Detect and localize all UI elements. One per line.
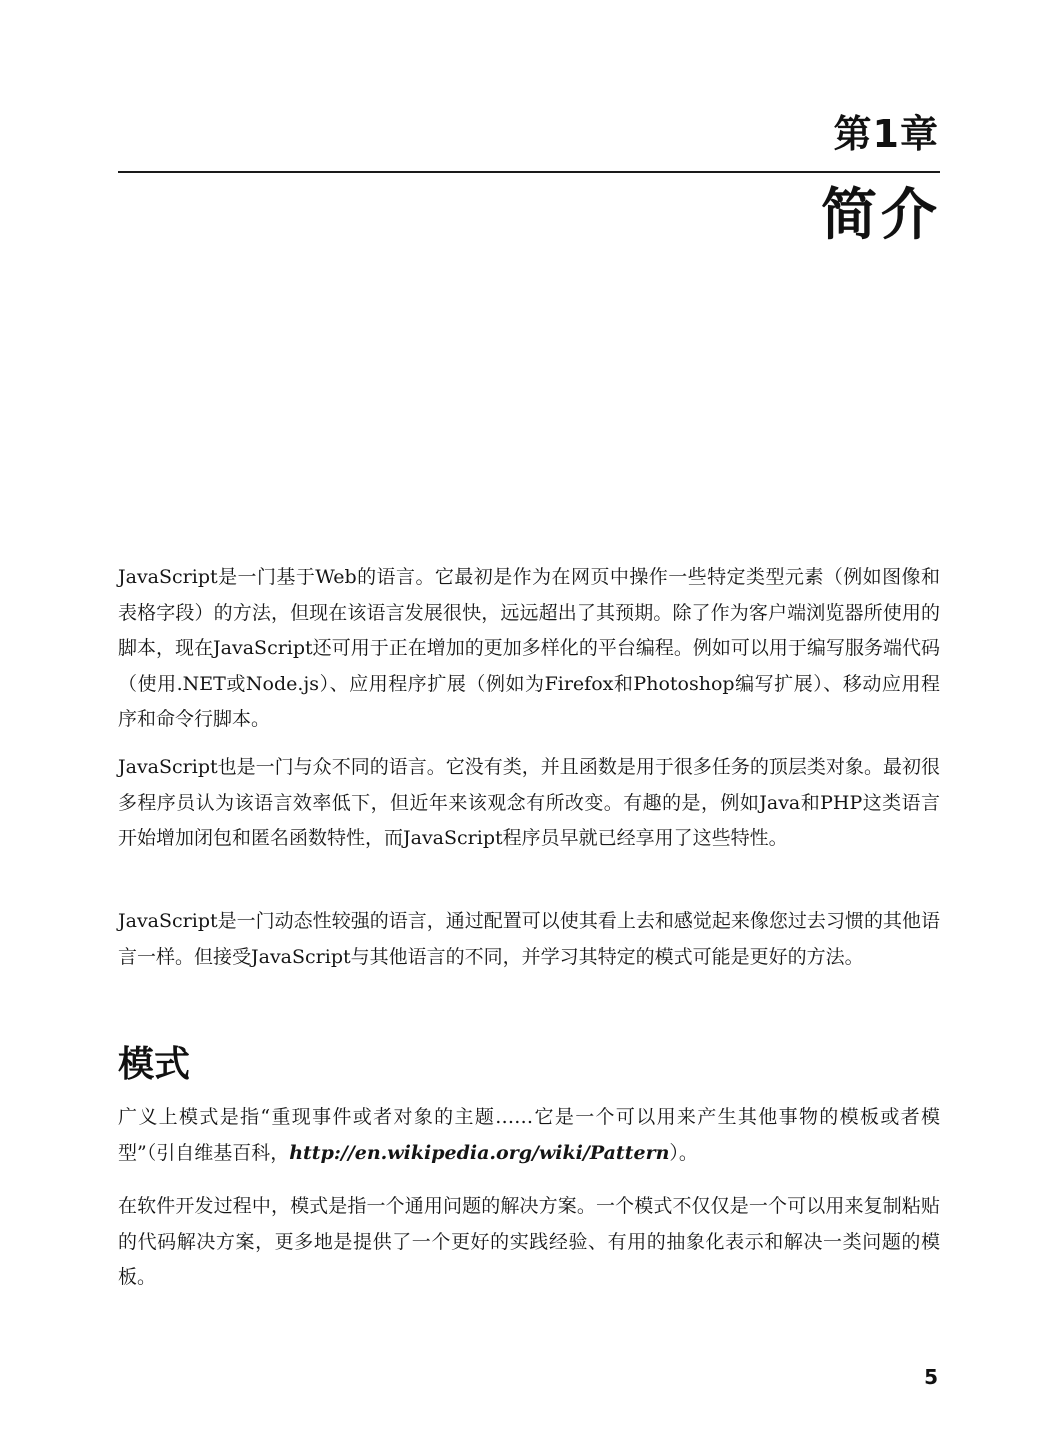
intro-paragraph-2-text: JavaScript也是一门与众不同的语言。它没有类，并且函数是用于很多任务的顶层类对象。最初很多程序员认为该语言效率低下，但近年来该观念有所改变。有趣的是，例如Java和PHP这类语言开始增加闭包和匿名函数特性，而JavaScript程序员早就已经享用了这些特性。 <box>118 756 940 849</box>
patterns-paragraph-2 <box>118 1189 940 1296</box>
intro-paragraph-1-text: JavaScript是一门基于Web的语言。它最初是作为在网页中操作一些特定类型元素（例如图像和表格字段）的方法，但现在该语言发展很快，远远超出了其预期。除了作为客户端浏览器所使用的脚本，现在JavaScript还可用于正在增加的更加多样化的平台编程。例如可以用于编写服务端代码（使用.NET或Node.js）、应用程序扩展（例如为Firefox和Photoshop编写扩展）、移动应用程序和命令行脚本。 <box>118 566 940 730</box>
patterns-paragraph-1-text <box>118 1100 940 1171</box>
chapter-label: 第1章 <box>833 112 939 156</box>
intro-paragraph-2 <box>118 750 940 857</box>
patterns-paragraph-1-tail: ）。 <box>669 1141 698 1164</box>
patterns-paragraph-2-text: 在软件开发过程中，模式是指一个通用问题的解决方案。一个模式不仅仅是一个可以用来复制粘贴的代码解决方案，更多地是提供了一个更好的实践经验、有用的抽象化表示和解决一类问题的模板。 <box>118 1195 940 1288</box>
chapter-title: 简介 <box>821 183 941 248</box>
patterns-paragraph-1-lead: 广义上模式是指“重现事件或者对象的主题……它是一个可以用来产生其他事物的模板或者模型”（引自维基百科， <box>118 1106 940 1164</box>
intro-paragraph-3-text: JavaScript是一门动态性较强的语言，通过配置可以使其看上去和感觉起来像您过去习惯的其他语言一样。但接受JavaScript与其他语言的不同，并学习其特定的模式可能是更好的方法。 <box>118 910 940 968</box>
section-heading-patterns: 模式 <box>118 1044 191 1085</box>
patterns-paragraph-1 <box>118 1100 940 1171</box>
intro-paragraph-1 <box>118 560 940 738</box>
intro-paragraph-3 <box>118 904 940 975</box>
chapter-divider <box>118 171 940 173</box>
wikipedia-url-link[interactable]: http://en.wikipedia.org/wiki/Pattern <box>289 1141 670 1164</box>
page-number: 5 <box>924 1365 938 1389</box>
